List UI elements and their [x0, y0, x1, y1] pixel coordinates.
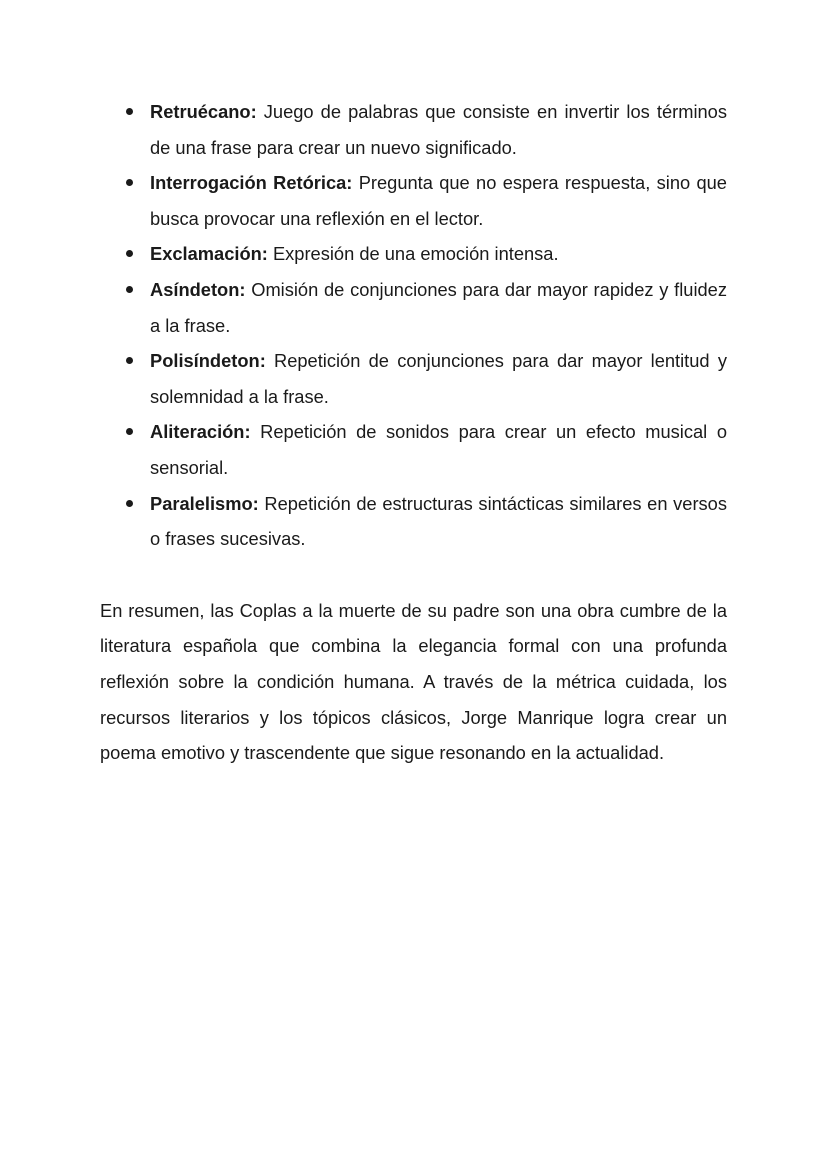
list-item-paralelismo [100, 486, 727, 557]
list-item-asindeton [100, 272, 727, 343]
term-definition: Juego de palabras que consiste en invertir los términos de una frase para crear un nuevo significado. [150, 101, 727, 158]
list-item-exclamacion [100, 236, 727, 272]
list-item-polisindeton [100, 343, 727, 414]
term-label: Paralelismo: [150, 492, 259, 514]
page-content [100, 94, 727, 771]
term-label: Retruécano: [150, 101, 257, 122]
bullet-icon [126, 428, 133, 435]
bullet-icon [126, 179, 133, 186]
list-item-aliteracion [100, 414, 727, 485]
term-definition: Repetición de estructuras sintácticas similares en versos o frases sucesivas. [150, 492, 727, 550]
term-definition: Omisión de conjunciones para dar mayor rapidez y fluidez a la frase. [150, 278, 727, 336]
term-label: Exclamación: [150, 243, 268, 265]
bullet-icon [126, 286, 133, 293]
bullet-icon [126, 357, 133, 364]
bullet-icon [126, 250, 133, 257]
term-definition: Pregunta que no espera respuesta, sino que busca provocar una reflexión en el lector. [150, 172, 727, 229]
bullet-icon [126, 500, 133, 507]
literary-devices-list [100, 94, 727, 557]
bullet-icon [126, 108, 133, 115]
term-label: Aliteración: [150, 421, 251, 443]
term-definition: Repetición de conjunciones para dar mayor lentitud y solemnidad a la frase. [150, 350, 727, 407]
list-item-interrogacion-retorica [100, 165, 727, 236]
summary-paragraph: En resumen, las Coplas a la muerte de su padre son una obra cumbre de la literatura española que combina la elegancia formal con una profunda reflexión sobre la condición humana. A través de la métrica cuidada, los recursos literarios y los tópicos clásicos, Jorge Manrique logra crear un poema emotivo y trascendente que sigue resonando en la actualidad. [100, 599, 727, 764]
term-label: Polisíndeton: [150, 350, 266, 372]
term-label: Asíndeton: [150, 278, 246, 300]
list-item-retruecano [100, 94, 727, 165]
term-label: Interrogación Retórica: [150, 172, 353, 194]
term-definition: Expresión de una emoción intensa. [272, 243, 559, 265]
term-definition: Repetición de sonidos para crear un efecto musical o sensorial. [150, 421, 727, 478]
